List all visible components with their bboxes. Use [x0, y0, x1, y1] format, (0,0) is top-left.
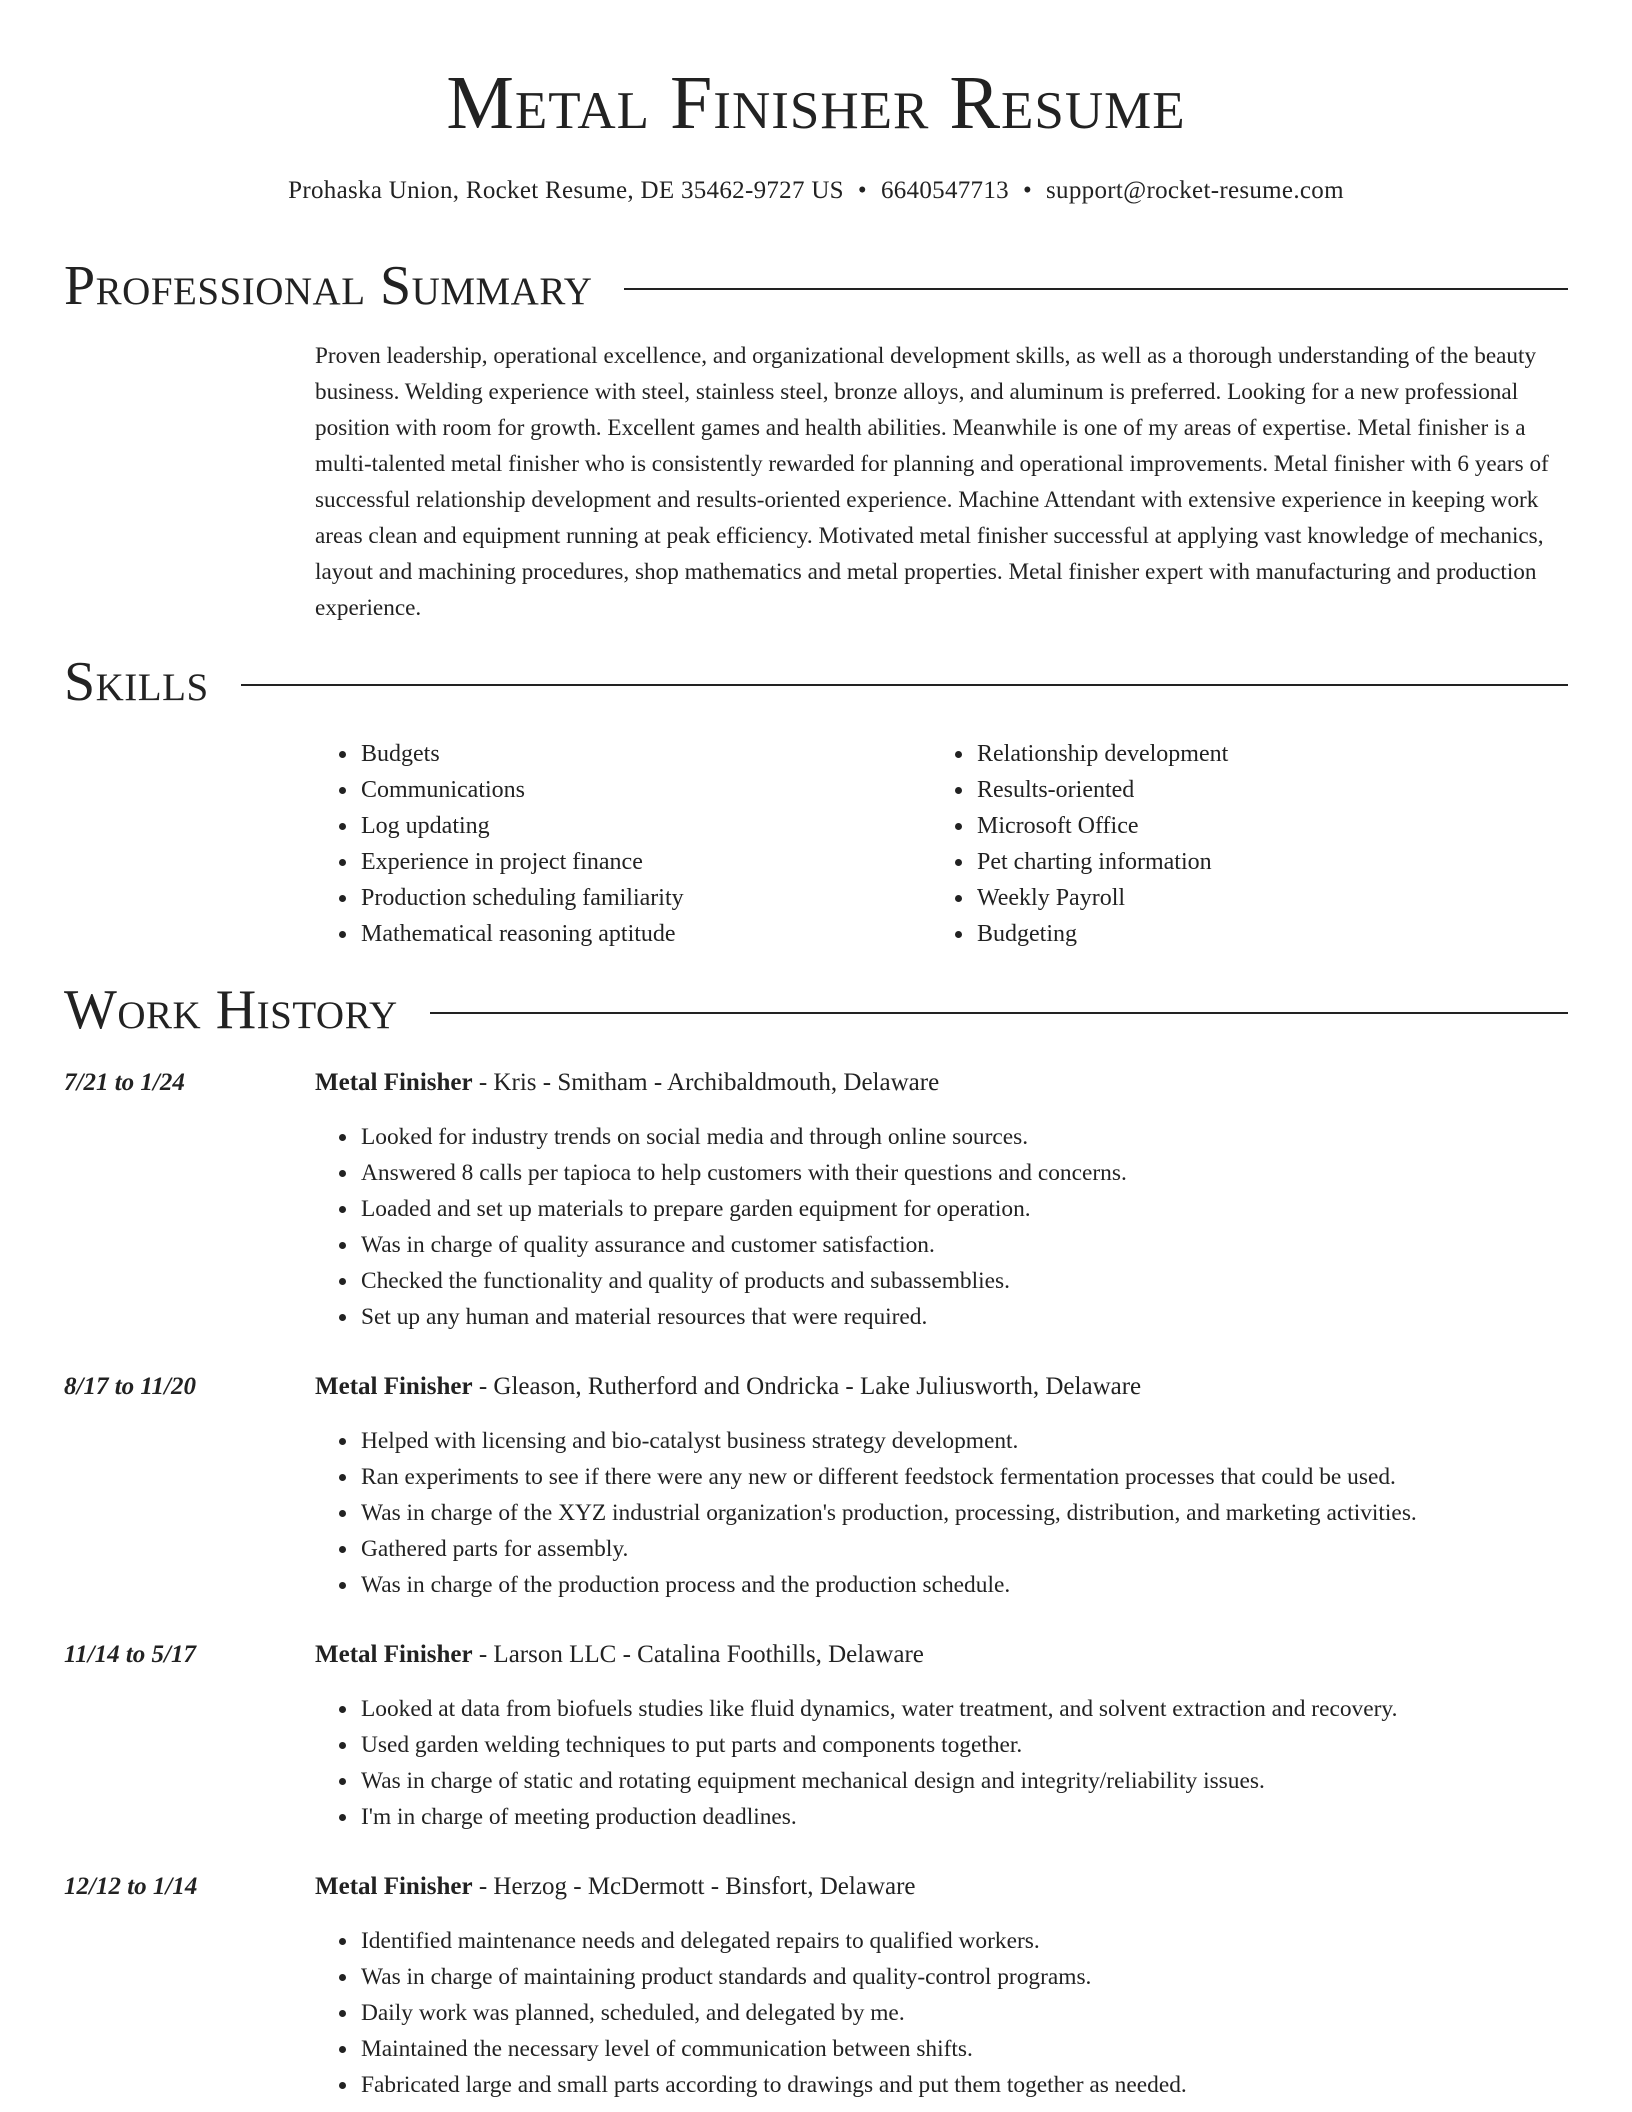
contact-separator: • — [857, 177, 867, 204]
skill-item: • Relationship development — [975, 736, 1228, 772]
job-role: Metal Finisher — [315, 1373, 473, 1400]
job-bullet: • Was in charge of maintaining product standards and quality-control programs. — [359, 1959, 1609, 1995]
job-bullet-list — [315, 1691, 1609, 1835]
job-title — [315, 1369, 1141, 1405]
skills-heading: Skills — [64, 651, 209, 713]
skill-item: • Microsoft Office — [975, 808, 1228, 844]
contact-separator: • — [1022, 177, 1033, 204]
job-employer: - Gleason, Rutherford and Ondricka - Lake Juliusworth, Delaware — [472, 1373, 1142, 1400]
job-bullet: • Fabricated large and small parts according to drawings and put them together as needed. — [359, 2067, 1609, 2103]
skill-item: • Weekly Payroll — [975, 880, 1228, 916]
contact-email: support@rocket-resume.com — [1046, 177, 1344, 204]
skill-item: • Budgeting — [975, 916, 1228, 952]
job-bullet: • Ran experiments to see if there were any new or different feedstock fermentation processes that could be used. — [359, 1459, 1609, 1495]
resume-title: Metal Finisher Resume — [446, 61, 1186, 145]
skill-item: • Pet charting information — [975, 844, 1228, 880]
job-bullet: • Was in charge of the XYZ industrial organization's production, processing, distribution, and marketing activities. — [359, 1495, 1609, 1531]
section-divider — [624, 288, 1568, 290]
section-divider — [241, 684, 1568, 686]
job-bullet-list — [315, 1423, 1609, 1603]
skill-item: • Experience in project finance — [359, 844, 684, 880]
job-bullet: • Maintained the necessary level of communication between shifts. — [359, 2031, 1609, 2067]
skill-item: • Log updating — [359, 808, 684, 844]
job-dates: 12/12 to 1/14 — [64, 1873, 198, 1900]
contact-phone: 6640547713 — [880, 177, 1009, 204]
job-title — [315, 1869, 916, 1905]
job-bullet: • Looked for industry trends on social media and through online sources. — [359, 1119, 1609, 1155]
job-role: Metal Finisher — [315, 1641, 473, 1668]
skills-section-header — [64, 650, 1568, 714]
summary-heading: Professional Summary — [64, 255, 593, 317]
job-title — [315, 1065, 939, 1101]
job-title — [315, 1637, 924, 1673]
job-dates: 11/14 to 5/17 — [64, 1641, 196, 1668]
job-bullet: • Was in charge of quality assurance and customer satisfaction. — [359, 1227, 1609, 1263]
job-bullet: • Looked at data from biofuels studies like fluid dynamics, water treatment, and solvent extraction and recovery. — [359, 1691, 1609, 1727]
job-bullet: • Used garden welding techniques to put parts and components together. — [359, 1727, 1609, 1763]
skills-list-left — [315, 736, 684, 952]
contact-address: Prohaska Union, Rocket Resume, DE 35462-9727 US — [288, 177, 844, 204]
job-role: Metal Finisher — [315, 1873, 473, 1900]
skill-item: • Production scheduling familiarity — [359, 880, 684, 916]
job-bullet: • Was in charge of static and rotating equipment mechanical design and integrity/reliability issues. — [359, 1763, 1609, 1799]
job-bullet: • I'm in charge of meeting production deadlines. — [359, 1799, 1609, 1835]
job-bullet-list — [315, 1119, 1609, 1335]
skills-list-right — [931, 736, 1228, 952]
summary-section-header — [64, 254, 1568, 318]
skill-item: • Mathematical reasoning aptitude — [359, 916, 684, 952]
summary-text: Proven leadership, operational excellence, and organizational development skills, as well as a thorough understanding of the beauty business. Welding experience with steel, stainless steel, bronze alloys, and aluminum is preferred. Looking for a new professional position with room for growth. Excellent games and health abilities. Meanwhile is one of my areas of expertise. Metal finisher is a multi-talented metal finisher who is consistently rewarded for planning and operational improvements. Metal finisher with 6 years of successful relationship development and results-oriented experience. Machine Attendant with extensive experience in keeping work areas clean and equipment running at peak efficiency. Motivated metal finisher successful at applying vast knowledge of mechanics, layout and machining procedures, shop mathematics and metal properties. Metal finisher expert with manufacturing and production experience. — [315, 343, 1549, 621]
skill-item: • Communications — [359, 772, 684, 808]
job-bullet: • Loaded and set up materials to prepare garden equipment for operation. — [359, 1191, 1609, 1227]
job-bullet: • Answered 8 calls per tapioca to help customers with their questions and concerns. — [359, 1155, 1609, 1191]
job-bullet: • Identified maintenance needs and delegated repairs to qualified workers. — [359, 1923, 1609, 1959]
job-role: Metal Finisher — [315, 1069, 473, 1096]
job-bullet: • Set up any human and material resources that were required. — [359, 1299, 1609, 1335]
contact-line — [0, 174, 1632, 208]
job-employer: - Herzog - McDermott - Binsfort, Delaware — [472, 1873, 916, 1900]
skill-item: • Budgets — [359, 736, 684, 772]
work-section-header — [64, 978, 1568, 1042]
section-divider — [430, 1012, 1568, 1014]
job-dates: 7/21 to 1/24 — [64, 1069, 185, 1096]
job-bullet: • Gathered parts for assembly. — [359, 1531, 1609, 1567]
job-bullet: • Was in charge of the production process and the production schedule. — [359, 1567, 1609, 1603]
job-employer: - Kris - Smitham - Archibaldmouth, Delaware — [472, 1069, 940, 1096]
job-bullet-list — [315, 1923, 1609, 2103]
job-employer: - Larson LLC - Catalina Foothills, Delaware — [472, 1641, 924, 1668]
skill-item: • Results-oriented — [975, 772, 1228, 808]
job-bullet: • Checked the functionality and quality of products and subassemblies. — [359, 1263, 1609, 1299]
job-bullet: • Helped with licensing and bio-catalyst business strategy development. — [359, 1423, 1609, 1459]
work-heading: Work History — [64, 979, 398, 1041]
job-bullet: • Daily work was planned, scheduled, and delegated by me. — [359, 1995, 1609, 2031]
job-dates: 8/17 to 11/20 — [64, 1373, 196, 1400]
